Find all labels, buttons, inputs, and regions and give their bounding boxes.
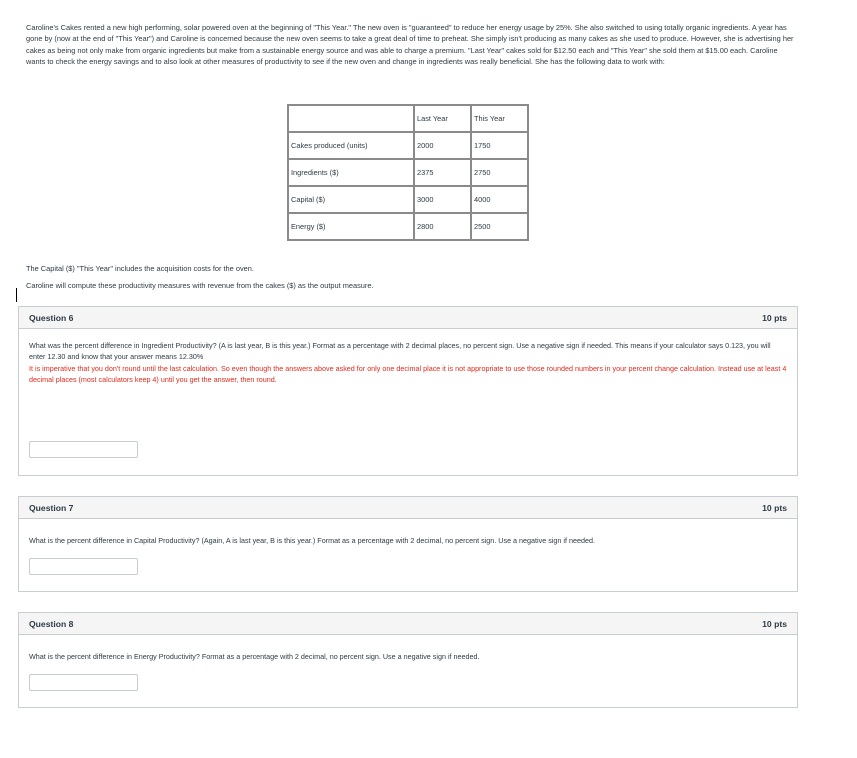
table-row	[288, 213, 528, 240]
table-header-this-year: This Year	[471, 105, 528, 132]
table-row	[288, 132, 528, 159]
question-points: 10 pts	[762, 312, 787, 323]
row-label: Ingredients ($)	[288, 159, 414, 186]
row-label: Energy ($)	[288, 213, 414, 240]
cell-last-year: 2375	[414, 159, 471, 186]
table-header-row	[288, 105, 528, 132]
question-title: Question 7	[29, 502, 74, 513]
table-header-last-year: Last Year	[414, 105, 471, 132]
cell-this-year: 2500	[471, 213, 528, 240]
question-text: What was the percent difference in Ingredient Productivity? (A is last year, B is this year.) Format as a percentage with 2 decimal places, no percent sign. Use a negative sign if needed. This means if your calculator says 0.123, you will enter 12.30 and know that your answer means 12.30%	[29, 341, 771, 361]
table-row	[288, 159, 528, 186]
question-6-card	[18, 306, 798, 476]
capital-note: The Capital ($) "This Year" includes the acquisition costs for the oven.	[26, 264, 254, 273]
answer-input[interactable]	[29, 441, 138, 458]
cell-this-year: 4000	[471, 186, 528, 213]
row-label: Capital ($)	[288, 186, 414, 213]
productivity-data-table	[287, 104, 529, 241]
output-measure-note: Caroline will compute these productivity measures with revenue from the cakes ($) as the output measure.	[26, 281, 374, 290]
table-row	[288, 186, 528, 213]
cell-this-year: 2750	[471, 159, 528, 186]
question-points: 10 pts	[762, 502, 787, 513]
question-body	[19, 519, 797, 546]
row-label: Cakes produced (units)	[288, 132, 414, 159]
text-cursor-icon	[16, 288, 17, 302]
rounding-warning: It is imperative that you don't round until the last calculation. So even though the answers above asked for only one decimal place it is not appropriate to use those rounded numbers in your percent change calculation. Instead use at least 4 decimal places (most calculators keep 4) until you get the answer, then round.	[29, 364, 787, 384]
cell-last-year: 2000	[414, 132, 471, 159]
answer-input[interactable]	[29, 558, 138, 575]
question-points: 10 pts	[762, 618, 787, 629]
problem-intro: Caroline's Cakes rented a new high performing, solar powered oven at the beginning of "This Year." The new oven is "guaranteed" to reduce her energy usage by 25%. She also switched to using totally organic ingredients. A year has gone by (now at the end of "This Year") and Caroline is concerned because the new oven seems to take a great deal of time to preheat. She simply isn't producing as many cakes as she used to produce. However, she is advertising her cakes as being not only make from organic ingredients but make from a sustainable energy source and was able to charge a premium. "Last Year" cakes sold for $12.50 each and "This Year" she sold them at $15.00 each. Caroline wants to check the energy savings and to also look at other measures of productivity to see if the new oven and change in ingredients was really beneficial. She has the following data to work with:	[26, 23, 794, 67]
question-text: What is the percent difference in Energy Productivity? Format as a percentage with 2 decimal, no percent sign. Use a negative sign if needed.	[29, 652, 480, 661]
question-header	[19, 497, 797, 519]
cell-this-year: 1750	[471, 132, 528, 159]
question-title: Question 6	[29, 312, 74, 323]
question-body	[19, 329, 797, 385]
cell-last-year: 3000	[414, 186, 471, 213]
question-text: What is the percent difference in Capital Productivity? (Again, A is last year, B is this year.) Format as a percentage with 2 decimal, no percent sign. Use a negative sign if needed.	[29, 536, 595, 545]
cell-last-year: 2800	[414, 213, 471, 240]
table-header-cell	[288, 105, 414, 132]
question-7-card	[18, 496, 798, 592]
question-title: Question 8	[29, 618, 74, 629]
question-header	[19, 307, 797, 329]
question-header	[19, 613, 797, 635]
question-8-card	[18, 612, 798, 708]
answer-input[interactable]	[29, 674, 138, 691]
question-body	[19, 635, 797, 662]
